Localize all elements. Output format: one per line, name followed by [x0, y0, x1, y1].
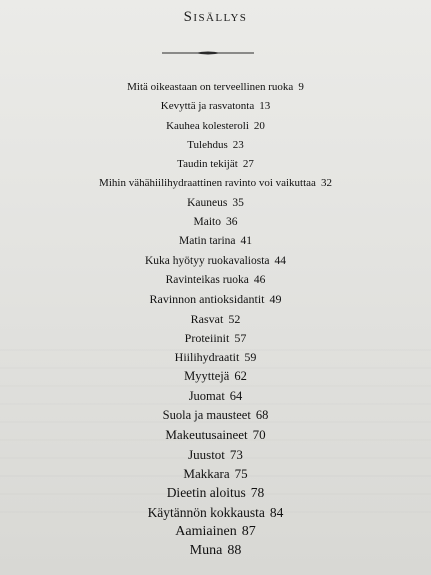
toc-entry-page: 23: [232, 138, 244, 151]
toc-entry-title: Kauhea kolesteroli: [166, 119, 249, 132]
toc-entry-title: Matin tarina: [178, 235, 236, 248]
toc-entry-page: 13: [259, 100, 271, 113]
toc-entry-title: Maito: [193, 216, 221, 229]
toc-entry-page: 49: [269, 292, 282, 307]
toc-entry-page: 84: [269, 504, 284, 520]
toc-entry-page: 41: [240, 235, 253, 248]
toc-entry-page: 62: [234, 369, 247, 384]
toc-entry: [0, 464, 431, 483]
toc-entry: [0, 252, 431, 271]
toc-entry-page: 9: [298, 81, 304, 93]
toc-entry-title: Kuka hyötyy ruokavaliosta: [144, 254, 270, 267]
toc-entry-title: Rasvat: [190, 311, 224, 326]
toc-entry-title: Juomat: [188, 388, 225, 403]
toc-entry: [0, 232, 431, 251]
toc-entry-page: 52: [228, 311, 241, 326]
toc-entry-title: Tulehdus: [187, 138, 228, 151]
toc-entry-title: Taudin tekijät: [177, 158, 238, 171]
toc-entry: [0, 425, 431, 444]
toc-entry: [0, 155, 431, 174]
toc-entry-title: Mihin vähähiilihydraattinen ravinto voi vaikuttaa: [99, 177, 316, 190]
toc-entry-page: 75: [234, 465, 248, 481]
toc-entry-page: 70: [252, 427, 266, 443]
toc-entry: [0, 271, 431, 290]
toc-entry-page: 20: [253, 119, 265, 132]
toc-entry-page: 36: [225, 216, 238, 229]
toc-entry-title: Proteiinit: [184, 330, 230, 345]
toc-entry: [0, 406, 431, 425]
toc-entry: [0, 445, 431, 464]
toc-entry-page: 88: [227, 543, 242, 559]
toc-entry-title: Kauneus: [187, 196, 228, 209]
toc-entry-page: 32: [320, 177, 332, 190]
toc-entry-title: Aamiainen: [175, 523, 237, 539]
toc-entry-title: Hiilihydraatit: [174, 350, 240, 365]
toc-entry: [0, 194, 431, 213]
toc-entry: [0, 387, 431, 406]
toc-entry-page: 35: [232, 196, 244, 209]
toc-entry-page: 68: [255, 408, 269, 423]
toc-entry-page: 87: [241, 523, 256, 539]
toc-entry-title: Juustot: [188, 446, 225, 462]
toc-entry: [0, 522, 431, 541]
toc-entry-page: 27: [242, 158, 254, 171]
toc-entry: [0, 310, 431, 329]
toc-entry: [0, 348, 431, 367]
toc-entry: [0, 213, 431, 232]
toc-entry-title: Mitä oikeastaan on terveellinen ruoka: [127, 81, 294, 93]
toc-entry-page: 64: [229, 388, 243, 403]
toc-entry-title: Kevyttä ja rasvatonta: [160, 100, 255, 113]
toc-entry-title: Dieetin aloitus: [166, 485, 246, 501]
toc-entry: [0, 97, 431, 116]
toc-entry-title: Makkara: [183, 465, 230, 481]
toc-entry-page: 78: [250, 485, 265, 501]
toc-entry-page: 44: [274, 254, 287, 267]
toc-entry-title: Muna: [189, 543, 223, 559]
toc-entry-title: Ravinnon antioksidantit: [149, 292, 265, 307]
toc-entry-title: Ravinteikas ruoka: [165, 273, 249, 286]
toc-entry-title: Käytännön kokkausta: [147, 504, 265, 520]
toc-entry: [0, 174, 431, 193]
toc-entry-page: 73: [229, 446, 243, 462]
table-of-contents: [0, 78, 431, 560]
toc-entry: [0, 117, 431, 136]
toc-entry-title: Suola ja mausteet: [162, 408, 251, 423]
toc-entry-title: Makeutusaineet: [165, 427, 248, 443]
toc-entry: [0, 329, 431, 348]
page-title: Sisällys: [183, 9, 248, 25]
toc-entry: [0, 290, 431, 309]
toc-entry: [0, 541, 431, 560]
toc-entry-title: Myyttejä: [184, 369, 230, 384]
toc-entry-page: 57: [234, 330, 247, 345]
toc-entry: [0, 503, 431, 522]
toc-entry-page: 59: [244, 350, 257, 365]
toc-entry-page: 46: [253, 273, 266, 286]
title-ornament-rule: [160, 50, 256, 56]
toc-entry: [0, 367, 431, 386]
toc-entry: [0, 78, 431, 97]
toc-entry: [0, 136, 431, 155]
toc-entry: [0, 483, 431, 502]
